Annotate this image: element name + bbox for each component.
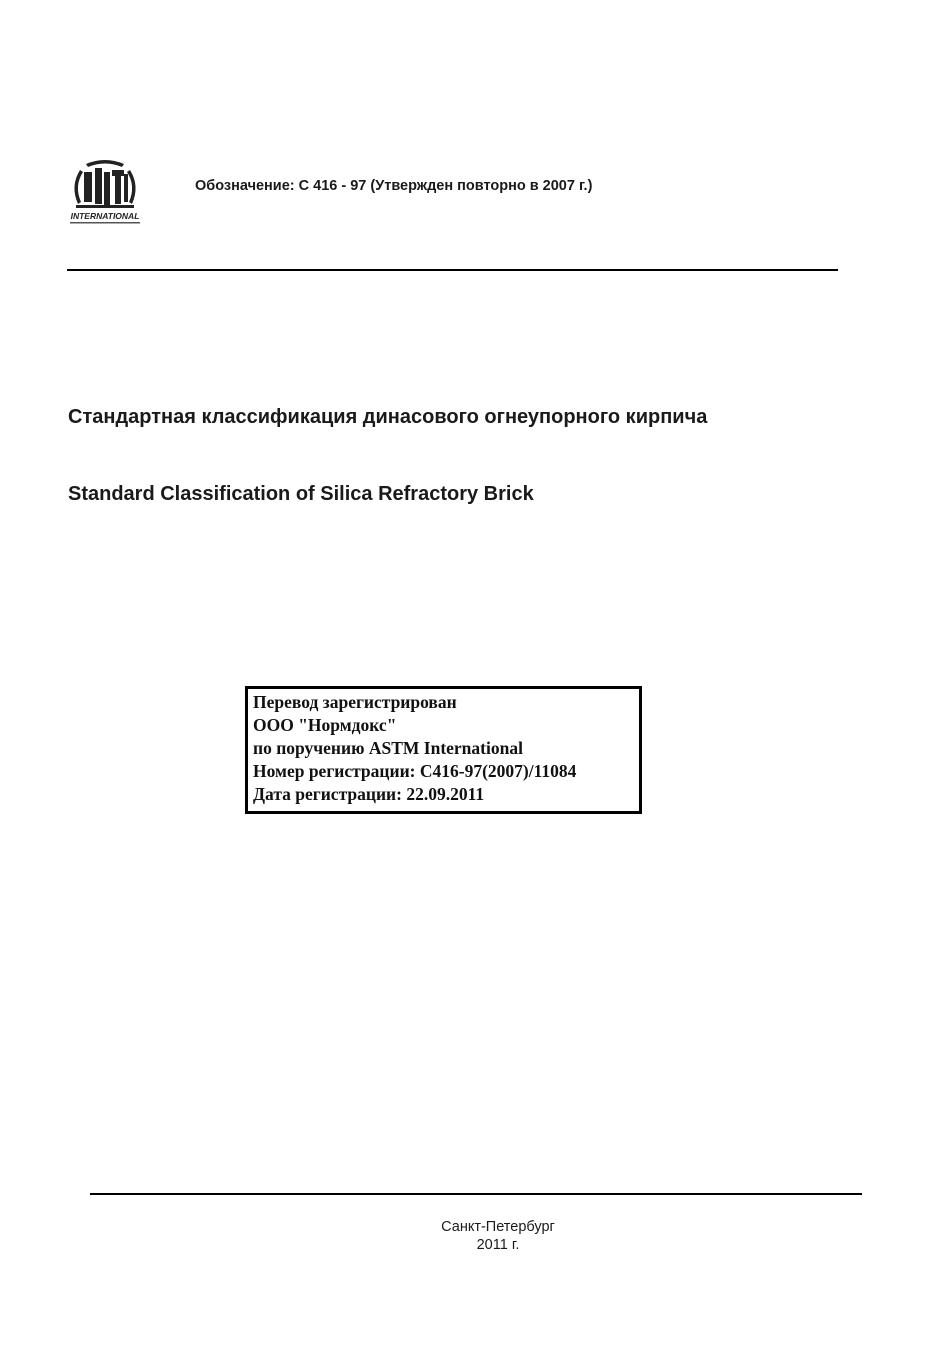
document-designation: Обозначение: С 416 - 97 (Утвержден повторно в 2007 г.) <box>195 178 593 194</box>
astm-international-logo <box>66 158 144 228</box>
registration-box <box>245 686 642 814</box>
top-divider <box>67 269 838 271</box>
registration-date: Дата регистрации: 22.09.2011 <box>253 784 485 804</box>
registration-line: Перевод зарегистрирован <box>253 692 457 712</box>
footer-city: Санкт-Петербург <box>441 1219 555 1235</box>
logo-wordmark: INTERNATIONAL <box>70 211 140 221</box>
title-english: Standard Classification of Silica Refractory Brick <box>68 483 534 505</box>
bottom-divider <box>90 1193 862 1195</box>
title-russian: Стандартная классификация динасового огнеупорного кирпича <box>68 406 708 428</box>
registration-line: ООО "Нормдокс" <box>253 715 397 735</box>
registration-number: Номер регистрации: C416-97(2007)/11084 <box>253 761 577 781</box>
registration-line: по поручению ASTM International <box>253 738 523 758</box>
footer-year: 2011 г. <box>476 1237 520 1253</box>
footer <box>0 1218 950 1254</box>
